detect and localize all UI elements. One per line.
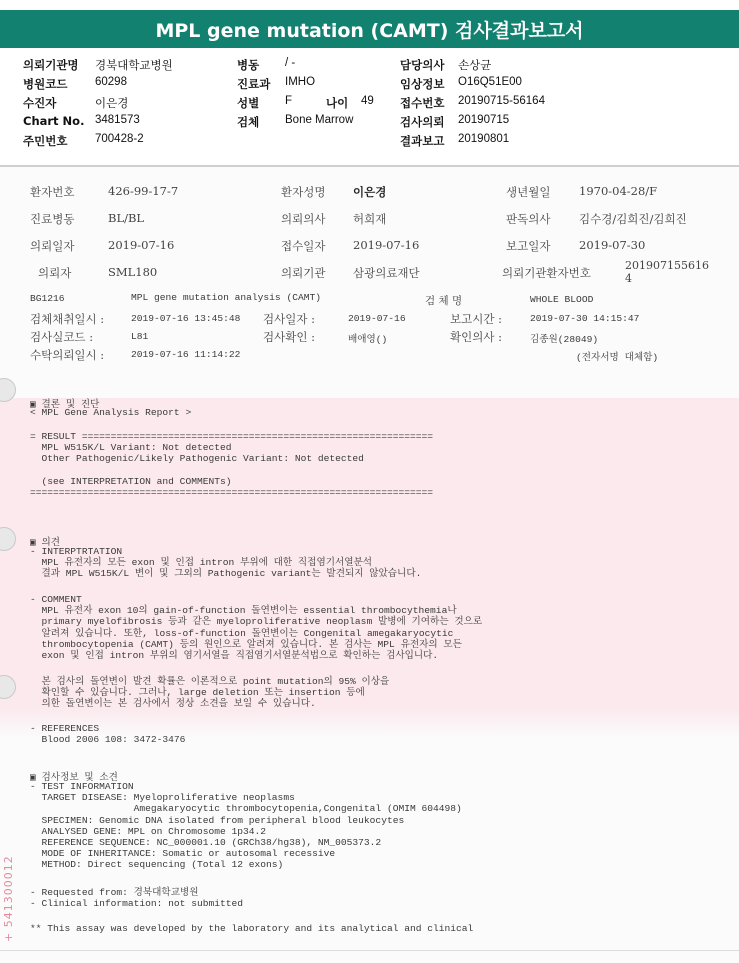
test-date-label: 검사일자 :	[263, 312, 315, 326]
specimen-name-label: 검 체 명	[425, 295, 463, 307]
hospital-name-value: 경북대학교병원	[95, 60, 173, 72]
report-date-value: 2019-07-30	[579, 238, 646, 252]
result-line: (see INTERPRETATION and COMMENTs)	[30, 475, 232, 487]
resident-no-label: 주민번호	[23, 134, 68, 148]
comment-line: thrombocytopenia (CAMT) 등의 원인으로 알려져 있습니다. 본 검사는 MPL 유전자의 모든	[30, 638, 462, 650]
result-line	[30, 465, 433, 476]
requester-value: SML180	[108, 265, 158, 279]
note-line: 의한 돌연변이는 본 검사에서 정상 소견을 보일 수 있습니다.	[30, 698, 316, 710]
report-time-label: 보고시간 :	[450, 312, 502, 326]
requester-label: 의뢰자	[38, 266, 72, 280]
header-column-2	[237, 57, 397, 137]
hospital-name-label: 의뢰기관명	[23, 58, 79, 72]
test-info-line: METHOD: Direct sequencing (Total 12 exons)	[30, 859, 284, 871]
requesting-doctor-value: 허희재	[353, 212, 387, 226]
lab-code-value: L81	[131, 331, 149, 342]
reference-line: Blood 2006 108: 3472-3476	[30, 734, 186, 746]
test-info-line: - TEST INFORMATION	[30, 781, 134, 792]
test-confirm-value: 배애영()	[348, 334, 388, 345]
resident-no-value: 700428-2	[95, 133, 144, 145]
clinical-info-label: 임상정보	[400, 77, 445, 91]
confirm-doctor-value: 김종원(28049)	[530, 334, 599, 345]
references-block	[30, 723, 185, 745]
specimen-name-value: WHOLE BLOOD	[530, 294, 594, 305]
result-report-value: 20190801	[458, 133, 510, 145]
department-value: IMHO	[285, 76, 316, 88]
receipt-no-value: 20190715-56164	[458, 95, 545, 107]
result-block	[30, 431, 433, 498]
test-information-block	[30, 781, 462, 871]
report-subtitle: < MPL Gene Analysis Report >	[30, 407, 192, 418]
request-date-label-2: 의뢰일자	[30, 239, 75, 253]
birthdate-value: 1970-04-28/F	[579, 184, 658, 198]
birthdate-label: 생년월일	[506, 185, 551, 199]
test-name: MPL gene mutation analysis (CAMT)	[131, 292, 321, 303]
doctor-label: 담당의사	[400, 58, 445, 72]
test-confirm-label: 검사확인 :	[263, 330, 315, 344]
patient-name-value: 이은경	[95, 98, 129, 110]
note-line: 본 검사의 돌연변이 발견 확률은 이론적으로 point mutation의 95% 이상을	[30, 676, 390, 687]
consignment-time-label: 수탁의뢰일시 :	[30, 348, 105, 362]
comment-block	[30, 594, 482, 661]
confirm-doctor-label: 확인의사 :	[450, 330, 502, 344]
institution-patient-no-value: 201907155616 4	[625, 259, 709, 285]
result-report-label: 결과보고	[400, 134, 445, 148]
test-code: BG1216	[30, 293, 65, 304]
interpretation-line: - INTERPTRTATION	[30, 546, 123, 557]
e-signature-note: (전자서명 대체함)	[576, 352, 659, 363]
interpretation-block	[30, 546, 421, 580]
result-line: = RESULT =============================================================	[30, 431, 434, 442]
result-line: Other Pathogenic/Likely Pathogenic Variant: Not detected	[30, 453, 364, 465]
test-info-line: MODE OF INHERITANCE: Somatic or autosomal recessive	[30, 848, 336, 860]
receipt-date-value: 2019-07-16	[353, 238, 420, 252]
comment-line: MPL 유전자 exon 10의 gain-of-function 돌연변이는 essential thrombocythemia나	[30, 605, 457, 617]
result-line: MPL W515K/L Variant: Not detected	[30, 442, 232, 454]
comment-line: 알려져 있습니다. 또한, loss-of-function 돌연변이는 Congenital amegakaryocytic	[30, 627, 454, 639]
institution-patient-no-label: 의뢰기관환자번호	[502, 266, 591, 280]
report-title: MPL gene mutation (CAMT) 검사결과보고서	[0, 10, 739, 48]
conclusion-heading: ▣ 결론 및 진단	[30, 399, 100, 410]
consignment-time-value: 2019-07-16 11:14:22	[131, 349, 241, 360]
test-info-line: SPECIMEN: Genomic DNA isolated from peripheral blood leukocytes	[30, 814, 405, 826]
request-info-line: - Requested from: 경북대학교병원	[30, 887, 199, 898]
header-column-3	[400, 57, 600, 157]
clinical-info-value: O16Q51E00	[458, 76, 522, 88]
chart-no-value: 3481573	[95, 114, 140, 126]
patient-no-label: 환자번호	[30, 185, 75, 199]
collection-time-value: 2019-07-16 13:45:48	[131, 313, 241, 324]
receipt-date-label: 접수일자	[281, 239, 326, 253]
hospital-code-value: 60298	[95, 76, 127, 88]
specimen-value: Bone Marrow	[285, 114, 354, 126]
opinion-heading: ▣ 의견	[30, 537, 61, 548]
test-info-line: ANALYSED GENE: MPL on Chromosome 1p34.2	[30, 825, 267, 837]
test-info-line: REFERENCE SEQUENCE: NC_000001.10 (GRCh38/hg38), NM_005373.2	[30, 837, 382, 849]
patient-name-label: 수진자	[23, 96, 57, 110]
result-line: ======================================================================	[30, 487, 434, 498]
patient-name-label-2: 환자성명	[281, 185, 326, 199]
test-info-line: Amegakaryocytic thrombocytopenia,Congenital (OMIM 604498)	[30, 803, 462, 815]
chart-no-label: Chart No.	[23, 114, 85, 128]
interpretation-line: MPL 유전자의 모든 exon 및 인접 intron 부위에 대한 직접염기서열분석	[30, 557, 373, 569]
requesting-institution-label: 의뢰기관	[281, 266, 326, 280]
ward-label-2: 진료병동	[30, 212, 75, 226]
bottom-edge	[0, 950, 739, 951]
comment-line: primary myelofibrosis 등과 같은 myeloproliferative neoplasm 발병에 기여하는 것으로	[30, 616, 483, 628]
test-info-line: TARGET DISEASE: Myeloproliferative neoplasms	[30, 792, 295, 804]
note-line: 확인할 수 있습니다. 그러나, large deletion 또는 insertion 등에	[30, 687, 365, 699]
comment-line: exon 및 인접 intron 부위의 염기서열을 직접염기서열분석법으로 확인하는 검사입니다.	[30, 650, 439, 662]
sex-value: F	[285, 95, 293, 107]
detection-note-block	[30, 676, 389, 710]
test-info-heading: ▣ 검사정보 및 소견	[30, 772, 118, 783]
lab-code-label: 검사실코드 :	[30, 330, 94, 344]
sex-label: 성별	[237, 96, 260, 110]
department-label: 진료과	[237, 77, 271, 91]
age-label: 나이	[326, 96, 349, 110]
request-date-value-2: 2019-07-16	[108, 238, 175, 252]
hospital-code-label: 병원코드	[23, 77, 68, 91]
patient-no-value: 426-99-17-7	[108, 184, 179, 198]
reading-doctor-value: 김수경/김희진/김희진	[579, 212, 687, 226]
side-stamp-number: + 541300012	[2, 855, 15, 942]
doctor-value: 손상균	[458, 60, 492, 72]
request-date-value: 20190715	[458, 114, 510, 126]
request-date-label: 검사의뢰	[400, 115, 445, 129]
requesting-doctor-label: 의뢰의사	[281, 212, 326, 226]
age-value: 49	[361, 95, 374, 107]
report-time-value: 2019-07-30 14:15:47	[530, 313, 640, 324]
request-info-line: - Clinical information: not submitted	[30, 898, 244, 910]
patient-name-value-2: 이은경	[353, 185, 387, 199]
receipt-no-label: 접수번호	[400, 96, 445, 110]
report-date-label: 보고일자	[506, 239, 551, 253]
reference-line: - REFERENCES	[30, 723, 100, 734]
reading-doctor-label: 판독의사	[506, 212, 551, 226]
header-column-1	[23, 57, 223, 157]
ward-value: / -	[285, 57, 296, 69]
request-info-block	[30, 887, 243, 909]
interpretation-line: 결과 MPL W515K/L 변이 및 그외의 Pathogenic variant는 발견되지 않았습니다.	[30, 568, 422, 580]
requesting-institution-value: 삼광의료재단	[353, 266, 420, 280]
collection-time-label: 검체채취일시 :	[30, 312, 105, 326]
test-date-value: 2019-07-16	[348, 313, 406, 324]
assay-disclaimer: ** This assay was developed by the laboratory and its analytical and clinical	[30, 923, 474, 934]
ward-label: 병동	[237, 58, 260, 72]
specimen-label: 검체	[237, 115, 260, 129]
comment-line: - COMMENT	[30, 594, 82, 605]
ward-value-2: BL/BL	[108, 211, 145, 225]
